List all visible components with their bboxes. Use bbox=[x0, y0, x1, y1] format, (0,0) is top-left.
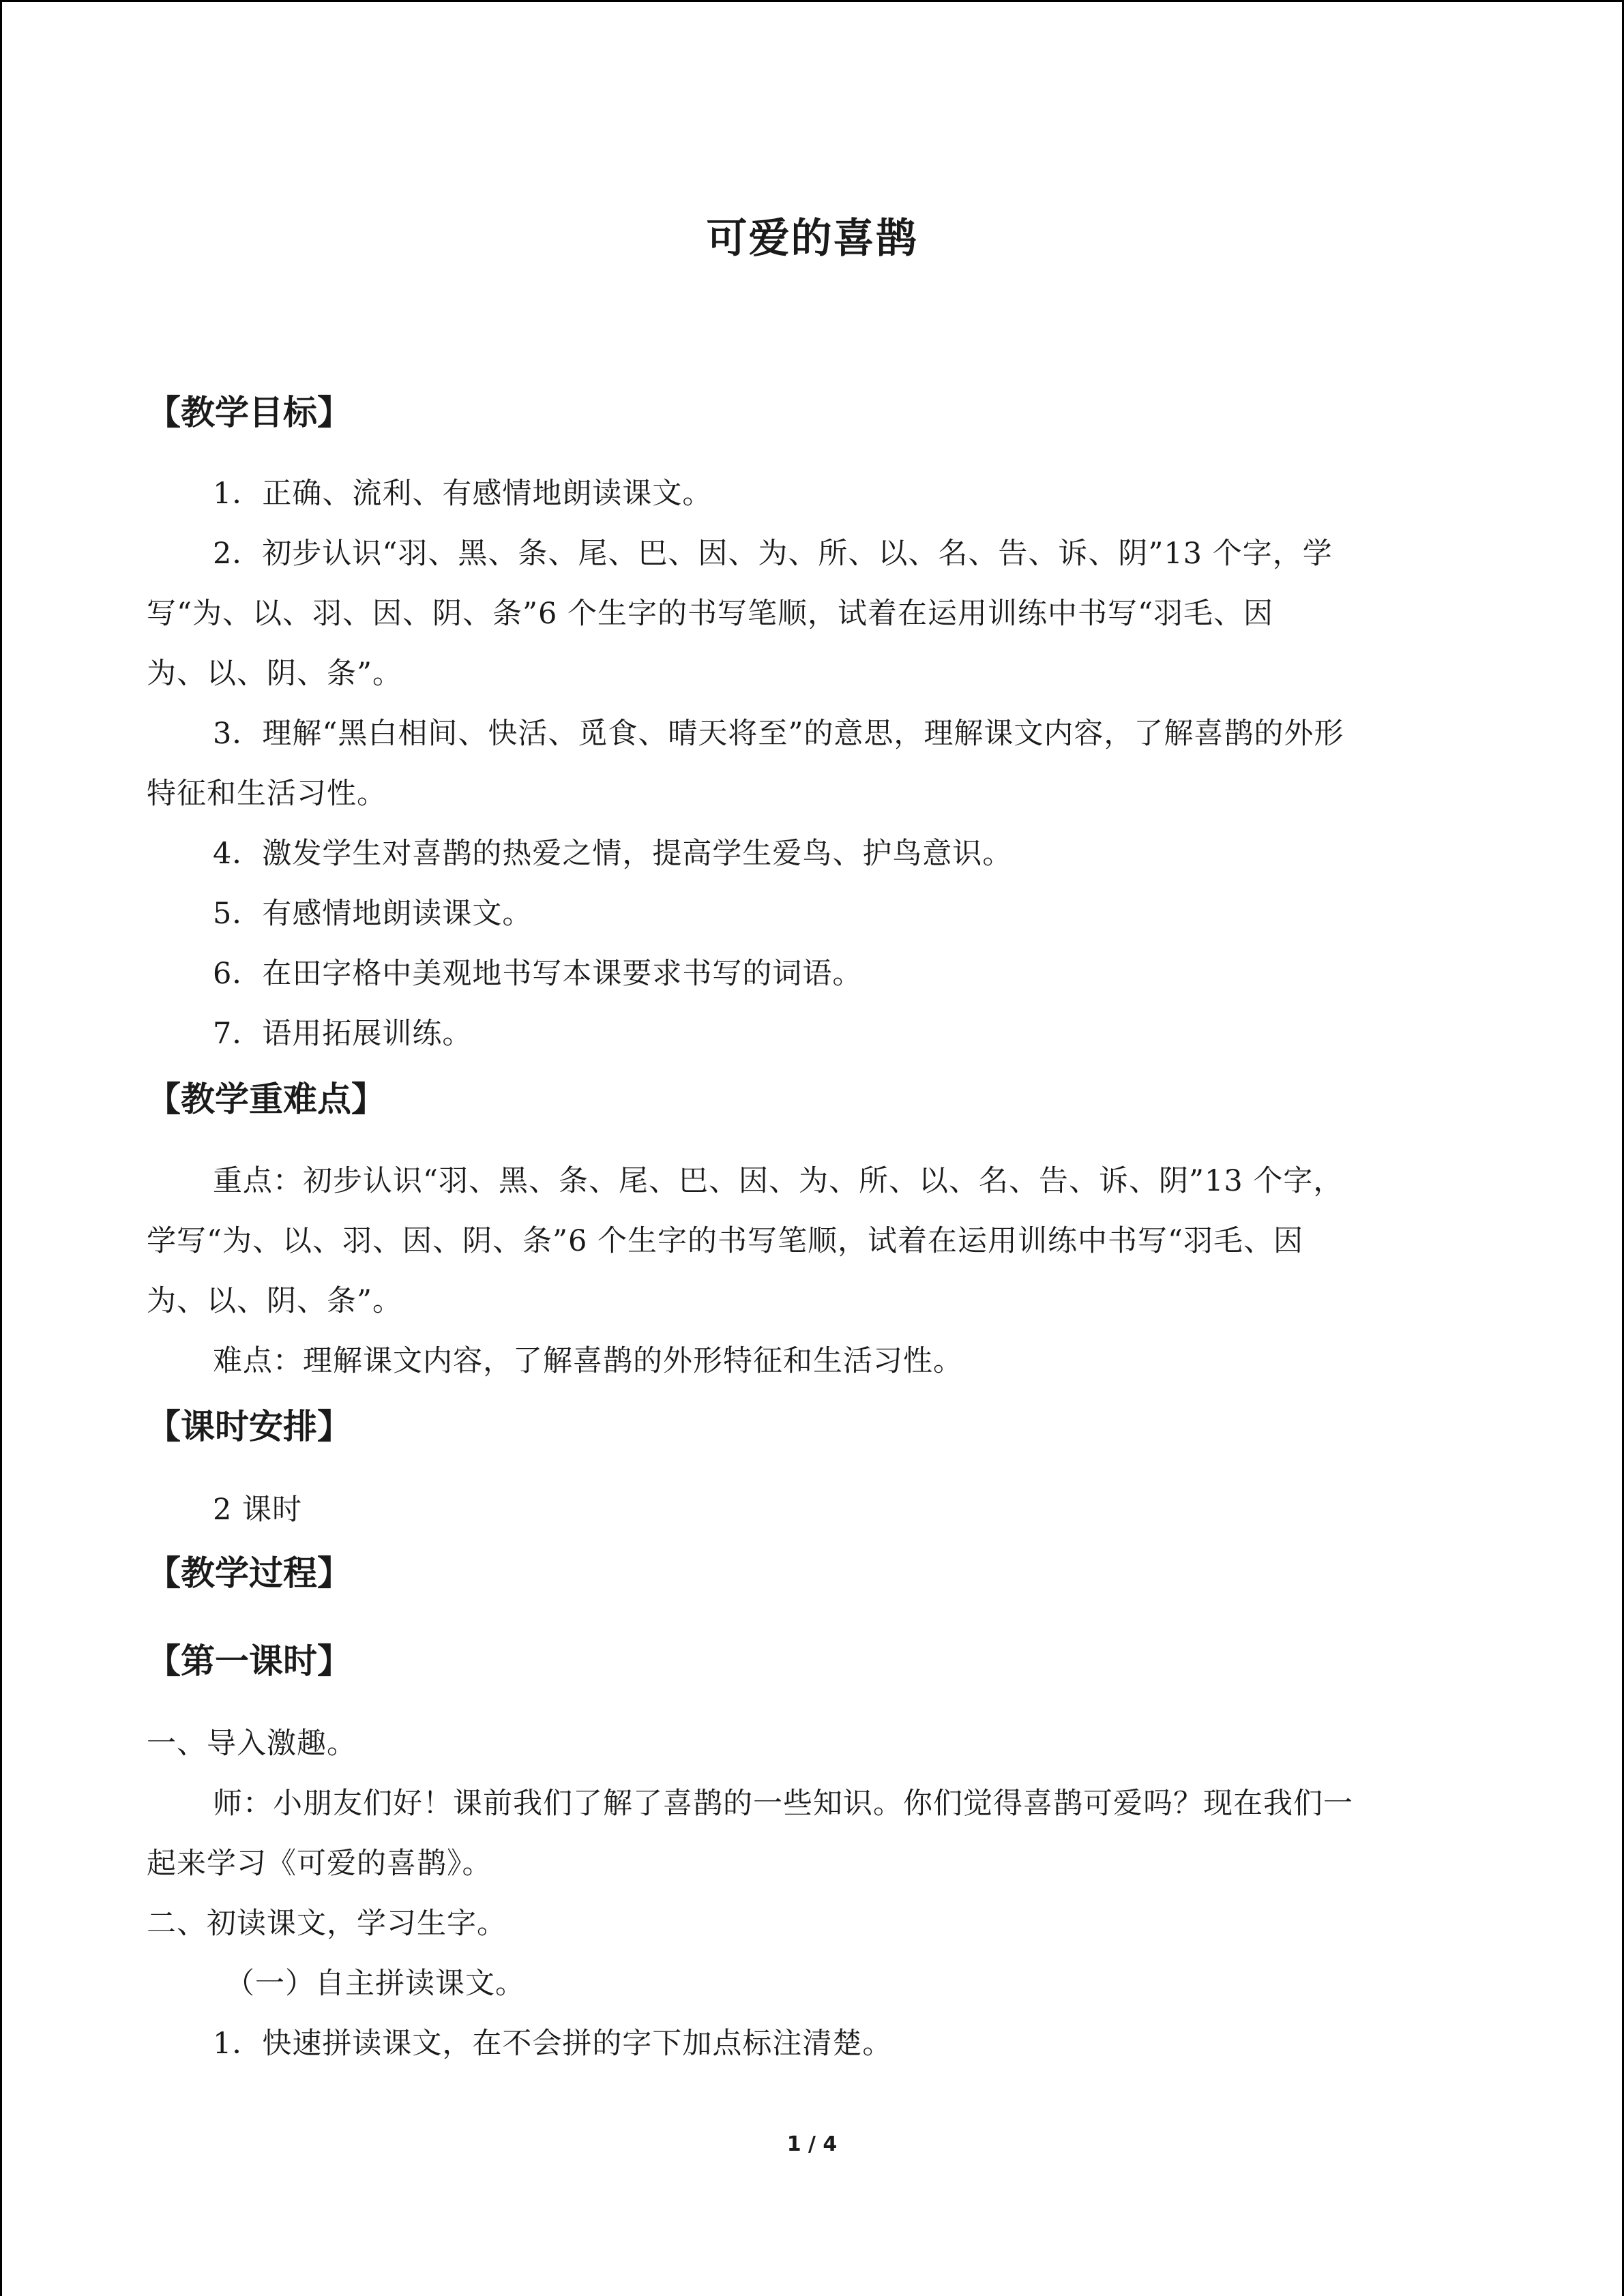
section-heading-process: 【教学过程】 bbox=[147, 1553, 351, 1593]
key-points-line: 难点：理解课文内容，了解喜鹊的外形特征和生活习性。 bbox=[213, 1344, 963, 1378]
first-lesson-line: 起来学习《可爱的喜鹊》。 bbox=[147, 1847, 492, 1881]
page-number: 1 / 4 bbox=[786, 2132, 838, 2156]
section-heading-key-points: 【教学重难点】 bbox=[147, 1079, 385, 1119]
first-lesson-line: 二、初读课文，学习生字。 bbox=[147, 1907, 507, 1941]
section-heading-schedule: 【课时安排】 bbox=[147, 1407, 351, 1446]
objectives-line: 7．语用拓展训练。 bbox=[213, 1017, 473, 1051]
schedule-line: 2 课时 bbox=[213, 1493, 303, 1527]
section-heading-objectives: 【教学目标】 bbox=[147, 393, 351, 432]
first-lesson-line: 师：小朋友们好！课前我们了解了喜鹊的一些知识。你们觉得喜鹊可爱吗？现在我们一 bbox=[213, 1787, 1353, 1821]
key-points-line: 重点：初步认识“羽、黑、条、尾、巴、因、为、所、以、名、告、诉、阴”13 个字， bbox=[213, 1164, 1344, 1198]
objectives-line: 为、以、阴、条”。 bbox=[147, 657, 402, 691]
objectives-line: 4．激发学生对喜鹊的热爱之情，提高学生爱鸟、护鸟意识。 bbox=[213, 837, 1013, 871]
objectives-line: 写“为、以、羽、因、阴、条”6 个生字的书写笔顺，试着在运用训练中书写“羽毛、因 bbox=[147, 597, 1273, 631]
key-points-line: 学写“为、以、羽、因、阴、条”6 个生字的书写笔顺，试着在运用训练中书写“羽毛、因 bbox=[147, 1224, 1303, 1258]
first-lesson-line: 一、导入激趣。 bbox=[147, 1727, 357, 1761]
first-lesson-line: （一）自主拼读课文。 bbox=[225, 1967, 525, 2001]
objectives-line: 3．理解“黑白相间、快活、觅食、晴天将至”的意思，理解课文内容，了解喜鹊的外形 bbox=[213, 717, 1344, 751]
key-points-line: 为、以、阴、条”。 bbox=[147, 1284, 402, 1318]
objectives-line: 1．正确、流利、有感情地朗读课文。 bbox=[213, 477, 713, 511]
objectives-line: 2．初步认识“羽、黑、条、尾、巴、因、为、所、以、名、告、诉、阴”13 个字，学 bbox=[213, 537, 1333, 571]
objectives-line: 6．在田字格中美观地书写本课要求书写的词语。 bbox=[213, 957, 863, 991]
objectives-line: 5．有感情地朗读课文。 bbox=[213, 897, 533, 931]
first-lesson-line: 1．快速拼读课文，在不会拼的字下加点标注清楚。 bbox=[213, 2027, 893, 2061]
objectives-line: 特征和生活习性。 bbox=[147, 777, 387, 811]
section-heading-first-lesson: 【第一课时】 bbox=[147, 1641, 351, 1681]
document-title: 可爱的喜鹊 bbox=[706, 215, 918, 263]
